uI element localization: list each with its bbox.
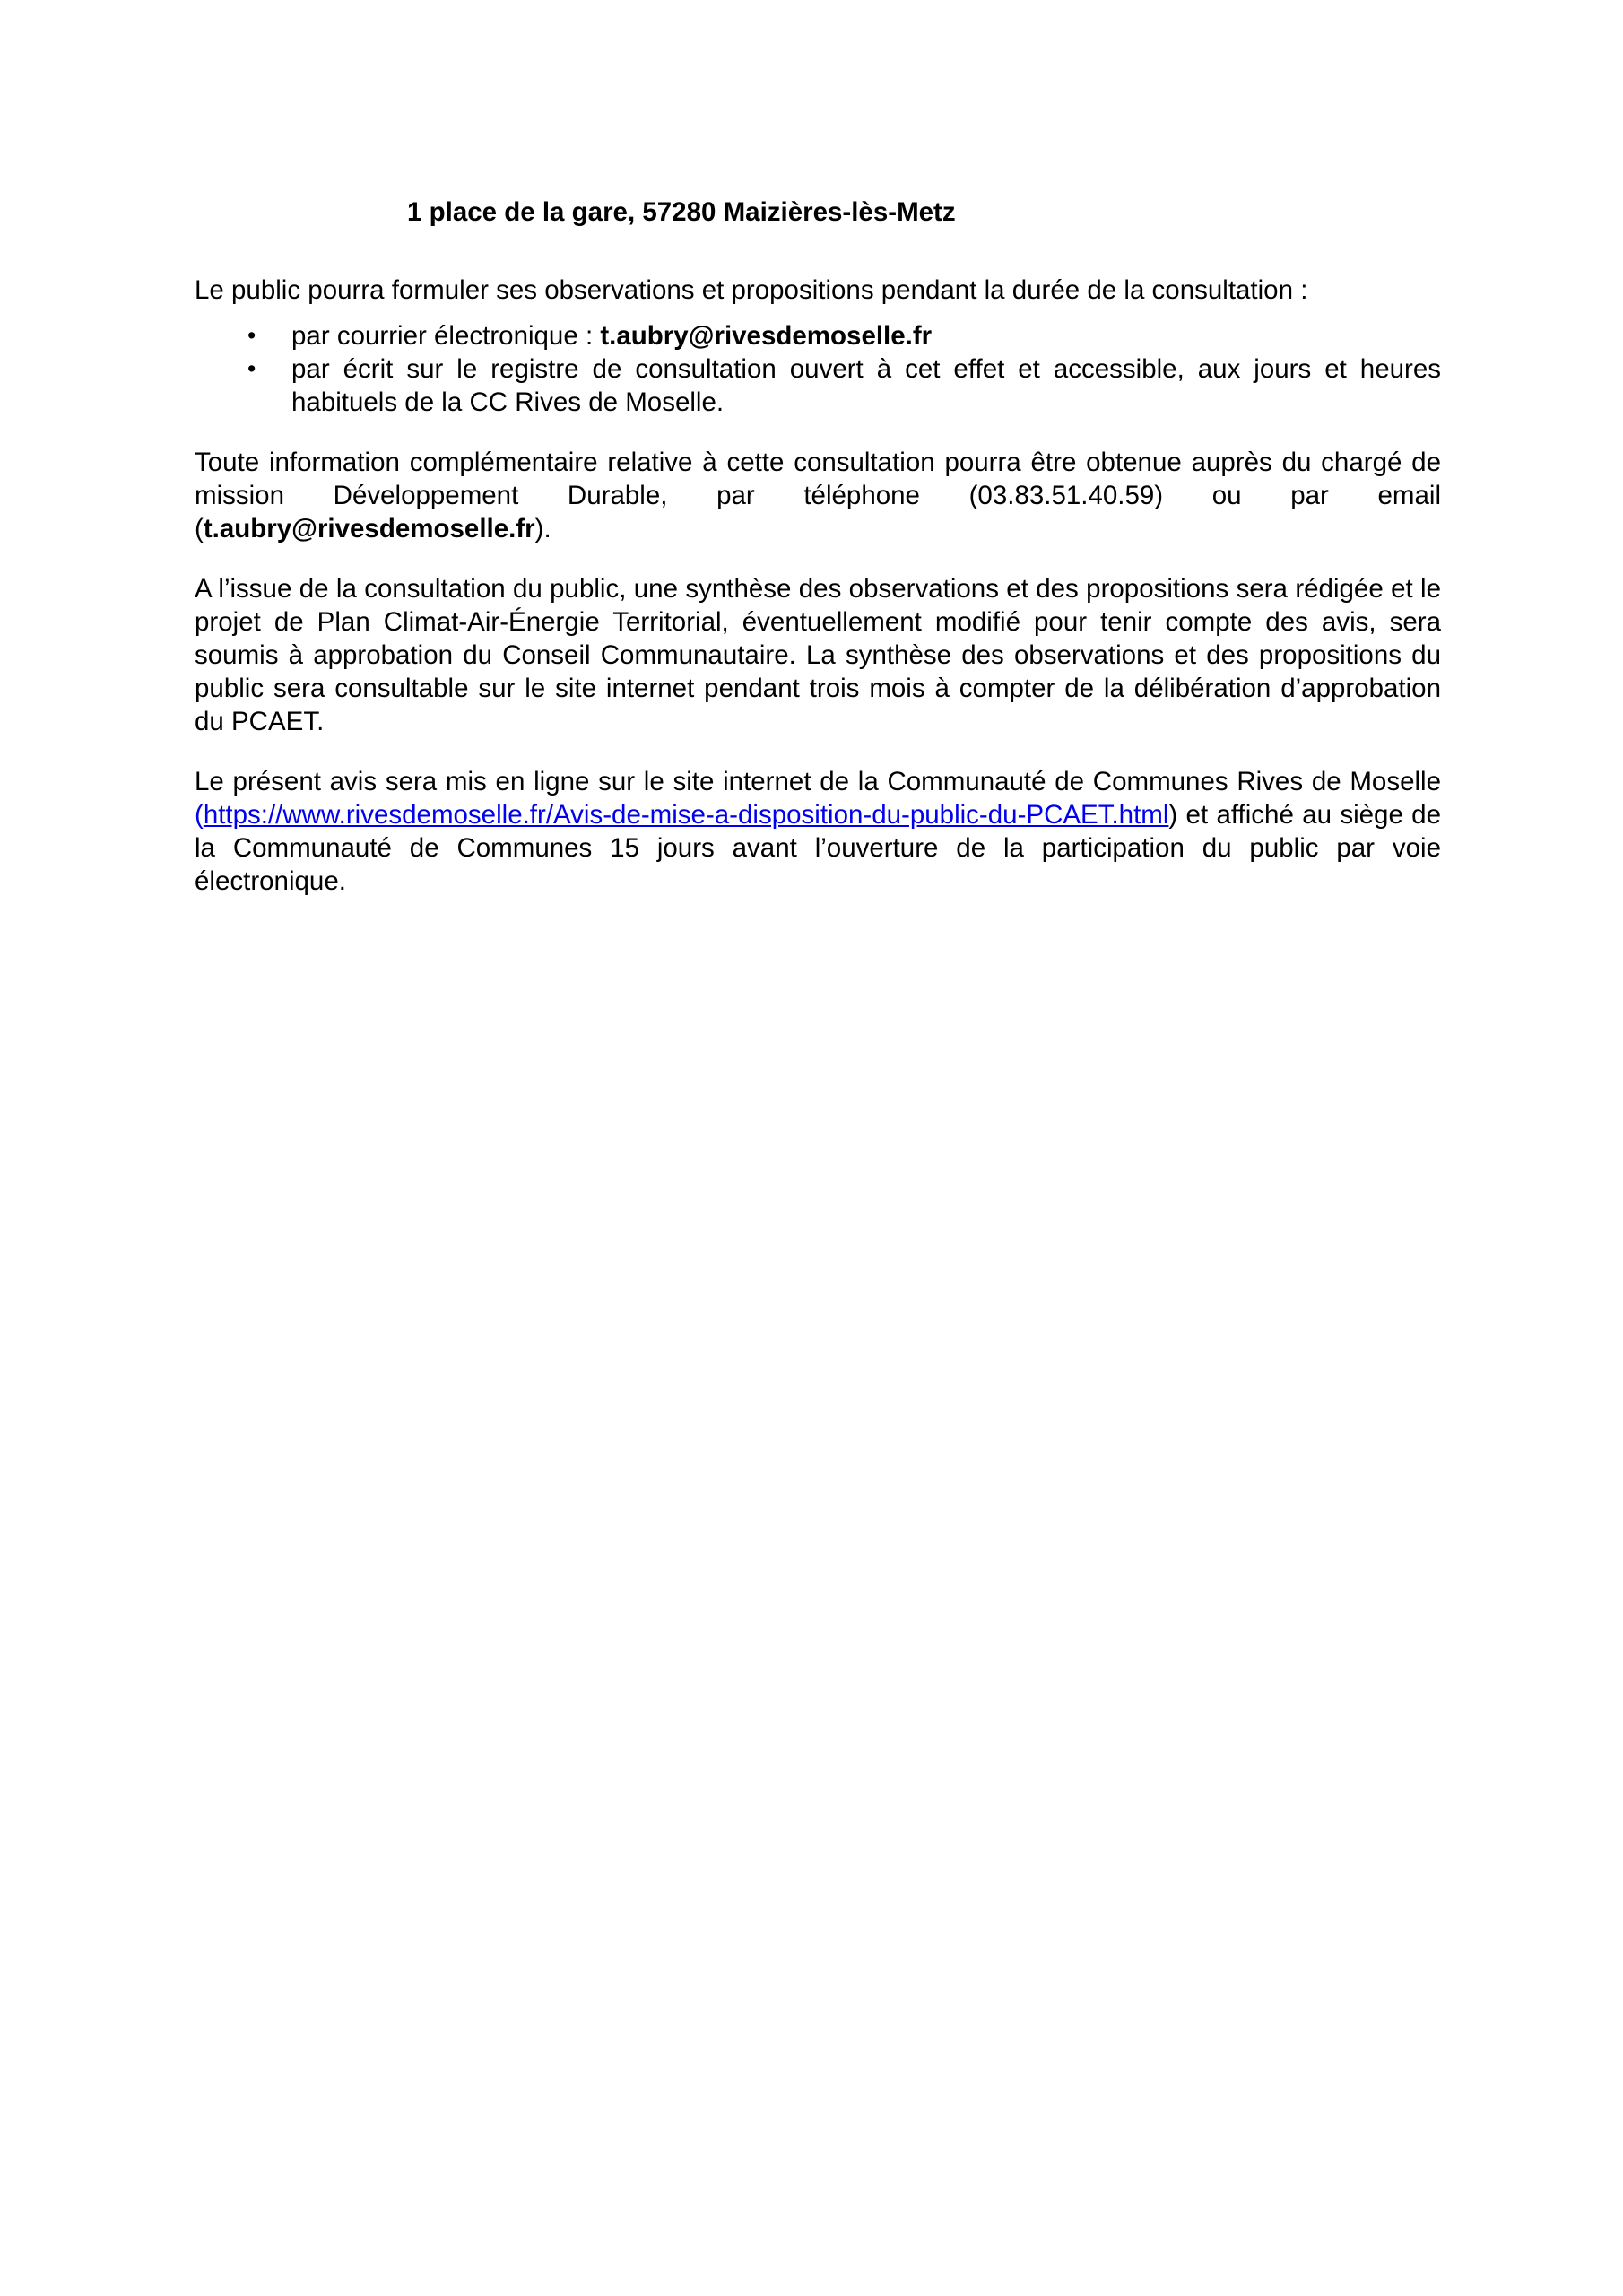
online-notice-paragraph: [195, 765, 1441, 898]
text-run: ) et affiché au siège de la Communauté de Communes 15 jours avant l’ouverture de la participation du public par voie électronique.: [195, 800, 1441, 896]
complementary-info-paragraph: [195, 446, 1441, 545]
synthesis-paragraph: [195, 572, 1441, 738]
link-open-paren: (: [195, 800, 204, 830]
text-run: Toute information complémentaire relative à cette consultation pourra être obtenue auprès du chargé de mission Développement Durable, par téléphone (03.83.51.40.59) ou par email (: [195, 448, 1441, 544]
text-run: ).: [534, 514, 551, 544]
text-run: Le présent avis sera mis en ligne sur le site internet de la Communauté de Communes Rives de Moselle: [195, 767, 1441, 796]
address-line: 1 place de la gare, 57280 Maizières-lès-Metz: [407, 197, 956, 227]
intro-paragraph: [195, 274, 1441, 307]
text-run: A l’issue de la consultation du public, une synthèse des observations et des propositions sera rédigée et le projet de Plan Climat-Air-Énergie Territorial, éventuellement modifié pour tenir compte des avis, sera soumis à approbation du Conseil Communautaire. La synthèse des observations et des propositions du public sera consultable sur le site internet pendant trois mois à compter de la délibération d’approbation du PCAET.: [195, 574, 1441, 736]
bullet-email-item: [291, 319, 1441, 352]
bold-text-run: t.aubry@rivesdemoselle.fr: [203, 514, 535, 544]
text-run: par courrier électronique :: [291, 321, 601, 351]
contact-methods-list: [195, 319, 1441, 419]
text-run: par écrit sur le registre de consultation ouvert à cet effet et accessible, aux jours et heures habituels de la CC Rives de Moselle.: [291, 354, 1441, 417]
text-run: Le public pourra formuler ses observations et propositions pendant la durée de la consultation :: [195, 275, 1308, 305]
bold-text-run: t.aubry@rivesdemoselle.fr: [600, 321, 933, 351]
bullet-register-item: [291, 352, 1441, 419]
pcaet-url-link[interactable]: https://www.rivesdemoselle.fr/Avis-de-mise-a-disposition-du-public-du-PCAET.html: [203, 800, 1169, 830]
